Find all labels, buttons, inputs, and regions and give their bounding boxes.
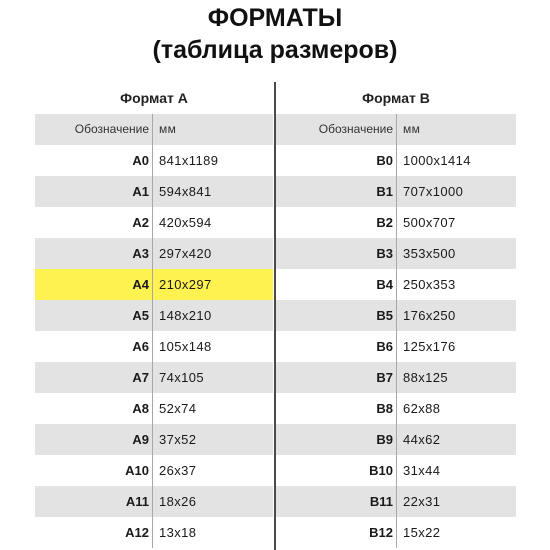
format-size: 44х62 [403,432,441,447]
format-size: 500х707 [403,215,456,230]
table-row [276,362,516,393]
format-name: В12 [276,517,397,548]
format-name: В2 [276,207,397,238]
table-row [276,517,516,548]
format-name: В10 [276,455,397,486]
designation-header: Обозначение [35,114,153,145]
table-row [276,238,516,269]
format-b-heading: Формат В [362,90,430,106]
table-row [35,455,273,486]
format-name: В9 [276,424,397,455]
format-name: В7 [276,362,397,393]
table-row [35,393,273,424]
format-size: 125х176 [403,339,456,354]
table-row [276,207,516,238]
unit-header: мм [159,122,177,136]
format-name: В11 [276,486,397,517]
format-size: 18х26 [159,494,197,509]
format-size: 841х1189 [159,153,219,168]
table-row [35,238,273,269]
format-size: 26х37 [159,463,197,478]
format-size: 31х44 [403,463,441,478]
format-name: А2 [35,207,153,238]
format-name: А11 [35,486,153,517]
table-row [276,486,516,517]
format-size: 148х210 [159,308,212,323]
format-size: 74х105 [159,370,205,385]
table-header-row [35,114,273,145]
format-size: 420х594 [159,215,212,230]
format-size: 1000х1414 [403,153,471,168]
table-row [276,300,516,331]
format-name: А1 [35,176,153,207]
format-name: В0 [276,145,397,176]
table-row [35,486,273,517]
format-name: А3 [35,238,153,269]
format-name: А7 [35,362,153,393]
format-name: А9 [35,424,153,455]
format-name: В5 [276,300,397,331]
format-name: А6 [35,331,153,362]
table-row [276,331,516,362]
format-name: А8 [35,393,153,424]
format-size: 15х22 [403,525,441,540]
table-row [35,176,273,207]
format-name: А4 [35,269,153,300]
format-size: 37х52 [159,432,197,447]
table-row [276,176,516,207]
format-name: В4 [276,269,397,300]
table-row [276,145,516,176]
format-size: 297х420 [159,246,212,261]
designation-header: Обозначение [276,114,397,145]
format-name: В6 [276,331,397,362]
format-size: 13х18 [159,525,197,540]
format-name: А12 [35,517,153,548]
format-size: 88х125 [403,370,449,385]
table-row [276,269,516,300]
table-row [35,207,273,238]
format-size: 707х1000 [403,184,464,199]
table-row [276,393,516,424]
unit-header: мм [403,122,421,136]
format-size: 62х88 [403,401,441,416]
table-header-row [276,114,516,145]
format-size: 594х841 [159,184,212,199]
format-name: В1 [276,176,397,207]
format-name: В3 [276,238,397,269]
table-row [35,300,273,331]
table-row-highlighted [35,269,273,300]
table-row [35,424,273,455]
format-name: А0 [35,145,153,176]
format-a-table [35,82,273,548]
format-name: В8 [276,393,397,424]
format-size: 250х353 [403,277,456,292]
format-size: 22х31 [403,494,441,509]
table-row [35,362,273,393]
page-title: ФОРМАТЫ [207,4,343,32]
format-size: 210х297 [159,277,212,292]
format-size: 105х148 [159,339,212,354]
format-size: 52х74 [159,401,197,416]
table-row [276,424,516,455]
table-row [35,517,273,548]
format-b-table [276,82,516,548]
table-row [35,331,273,362]
page-subtitle: (таблица размеров) [152,36,398,64]
table-row [35,145,273,176]
format-name: А5 [35,300,153,331]
format-name: А10 [35,455,153,486]
format-size: 353х500 [403,246,456,261]
format-size: 176х250 [403,308,456,323]
format-a-heading: Формат А [120,90,188,106]
table-row [276,455,516,486]
